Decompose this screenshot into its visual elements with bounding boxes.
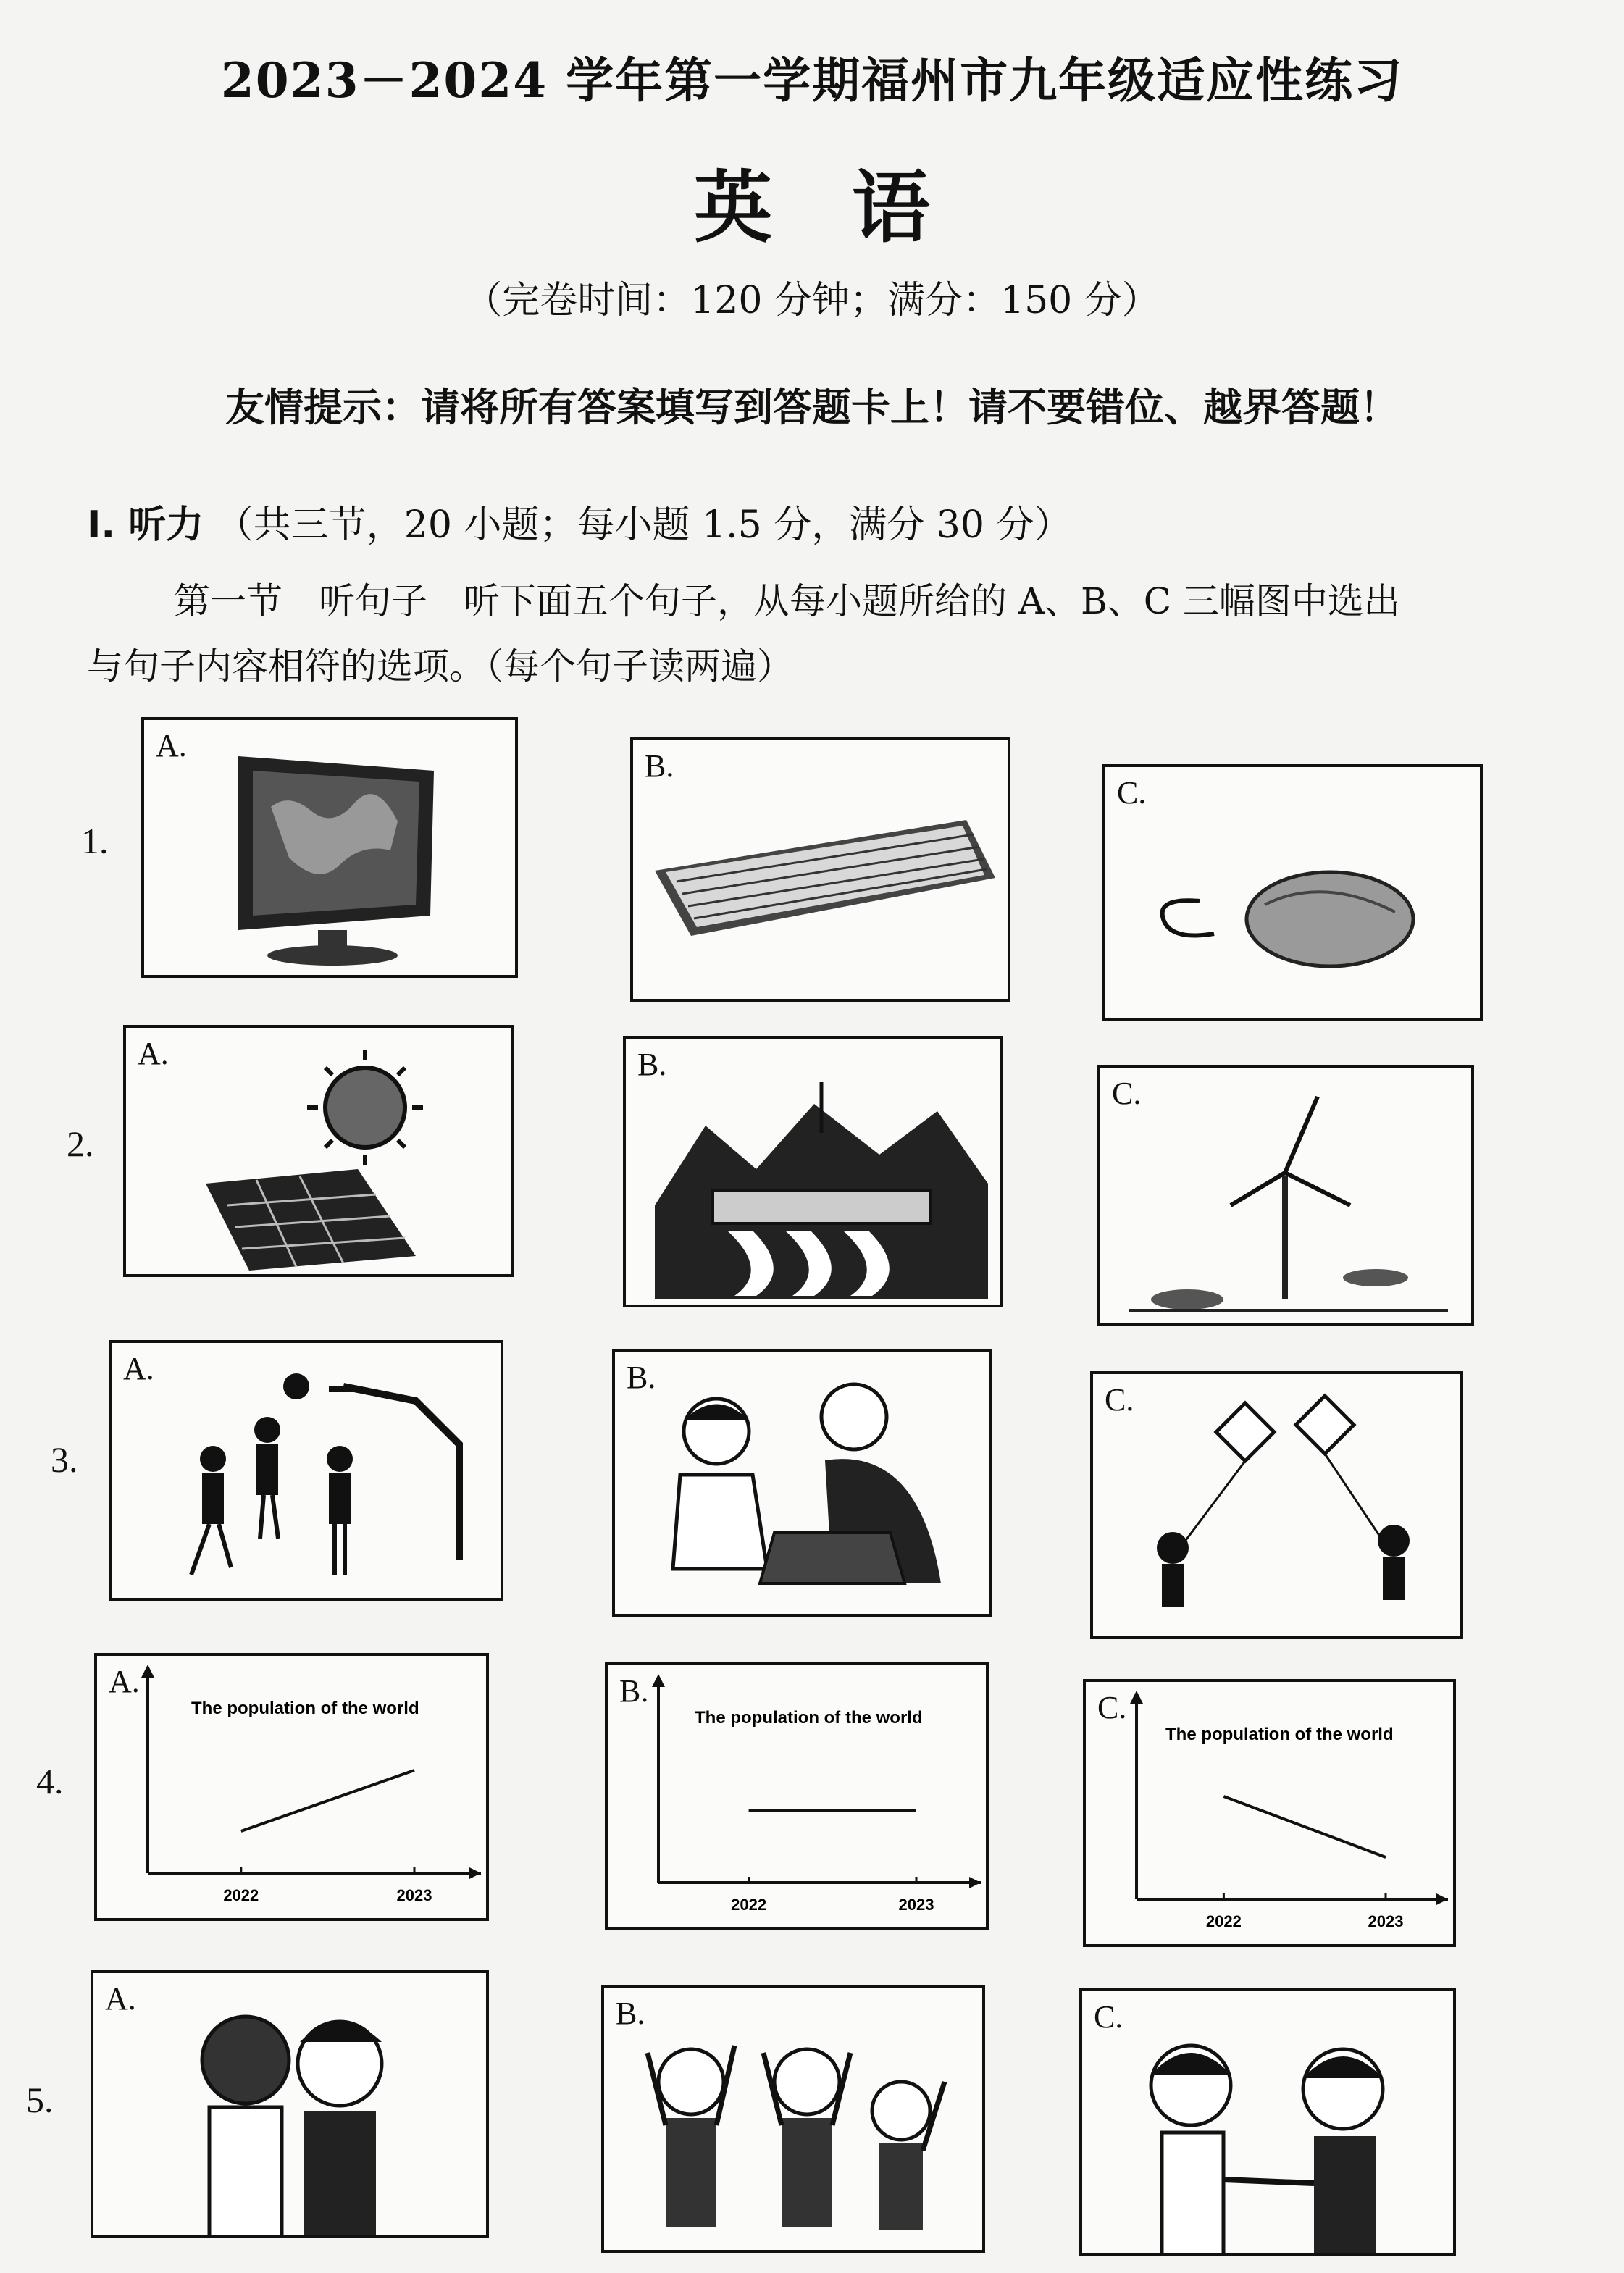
question-number: 3. (51, 1439, 78, 1480)
option-letter: C. (1105, 1382, 1134, 1418)
time-info: （完卷时间：120 分钟；满分：150 分） (464, 279, 1160, 322)
option-box-2b[interactable] (623, 1036, 1003, 1307)
option-box-4b[interactable] (605, 1662, 989, 1930)
option-box-1c[interactable] (1102, 764, 1483, 1021)
x-tick-label: 2023 (396, 1886, 432, 1904)
trend-line (241, 1770, 414, 1831)
trend-line (1223, 1796, 1386, 1857)
option-box-4c[interactable] (1083, 1679, 1456, 1947)
option-letter: C. (1112, 1076, 1142, 1111)
x-axis-arrow (469, 1867, 481, 1879)
option-letter: B. (637, 1047, 667, 1082)
option-letter: C. (1117, 775, 1147, 811)
population-chart-b (608, 1665, 989, 1930)
three-kids-cheering-icon (604, 1988, 985, 2253)
option-box-2c[interactable] (1097, 1065, 1474, 1326)
option-box-5b[interactable] (601, 1985, 985, 2253)
question-number: 4. (36, 1761, 64, 1801)
option-letter: A. (123, 1351, 154, 1386)
x-tick-label: 2023 (1368, 1912, 1404, 1930)
y-axis-arrow (141, 1665, 154, 1678)
x-tick-label: 2022 (1205, 1912, 1242, 1930)
chart-title: The population of the world (695, 1708, 923, 1728)
option-letter: B. (616, 1996, 645, 2031)
question-number: 5. (26, 2080, 54, 2120)
x-tick-label: 2023 (898, 1896, 934, 1914)
exam-title: 2023－2024 学年第一学期福州市九年级适应性练习 (220, 52, 1404, 109)
option-letter: A. (109, 1664, 140, 1699)
board-game-players-icon (615, 1352, 992, 1617)
hydropower-dam-icon (626, 1039, 1003, 1307)
option-letter: C. (1097, 1690, 1127, 1725)
y-axis-arrow (1130, 1691, 1143, 1704)
option-letter: B. (619, 1673, 649, 1709)
section-detail: （共三节，20 小题；每小题 1.5 分，满分 30 分） (215, 503, 1072, 547)
question-number: 2. (67, 1123, 94, 1164)
x-tick-label: 2022 (223, 1886, 259, 1904)
subject-title: 英语 (693, 162, 1010, 254)
option-box-3b[interactable] (612, 1349, 992, 1617)
question-number: 1. (81, 821, 109, 861)
notice: 友情提示：请将所有答案填写到答题卡上！请不要错位、越界答题！ (225, 385, 1399, 430)
section-label: I. 听力 (87, 503, 204, 547)
x-tick-label: 2022 (731, 1896, 767, 1914)
option-box-1a[interactable] (141, 717, 518, 978)
option-letter: B. (627, 1360, 656, 1395)
basketball-players-icon (112, 1343, 503, 1601)
wind-turbine-icon (1100, 1068, 1474, 1326)
computer-monitor-icon (144, 720, 518, 978)
two-friends-hugging-icon (93, 1973, 489, 2238)
option-box-5a[interactable] (91, 1970, 489, 2238)
option-letter: A. (105, 1981, 136, 2017)
option-box-4a[interactable] (94, 1653, 489, 1921)
option-box-1b[interactable] (630, 737, 1010, 1002)
option-box-3a[interactable] (109, 1340, 503, 1601)
computer-mouse-icon (1105, 767, 1483, 1021)
section-heading (87, 494, 1071, 548)
keyboard-icon (633, 740, 1010, 1002)
population-chart-c (1086, 1682, 1456, 1947)
two-boys-shaking-hands-icon (1082, 1991, 1456, 2256)
option-box-5c[interactable] (1079, 1988, 1456, 2256)
option-letter: A. (138, 1036, 169, 1071)
population-chart-a (97, 1656, 489, 1921)
option-box-3c[interactable] (1090, 1371, 1463, 1639)
option-letter: C. (1094, 1999, 1123, 2035)
x-axis-arrow (1436, 1893, 1448, 1905)
option-box-2a[interactable] (123, 1025, 514, 1277)
kite-flying-icon (1093, 1374, 1463, 1639)
instruction-line-1: 第一节 听句子 听下面五个句子，从每小题所给的 A、B、C 三幅图中选出 (174, 580, 1400, 622)
instruction-line-2: 与句子内容相符的选项。（每个句子读两遍） (87, 645, 793, 687)
chart-title: The population of the world (191, 1699, 419, 1718)
x-axis-arrow (969, 1877, 981, 1888)
solar-panel-icon (126, 1028, 514, 1277)
chart-title: The population of the world (1165, 1725, 1394, 1744)
option-letter: B. (645, 748, 674, 784)
option-letter: A. (156, 728, 187, 763)
y-axis-arrow (652, 1674, 665, 1687)
